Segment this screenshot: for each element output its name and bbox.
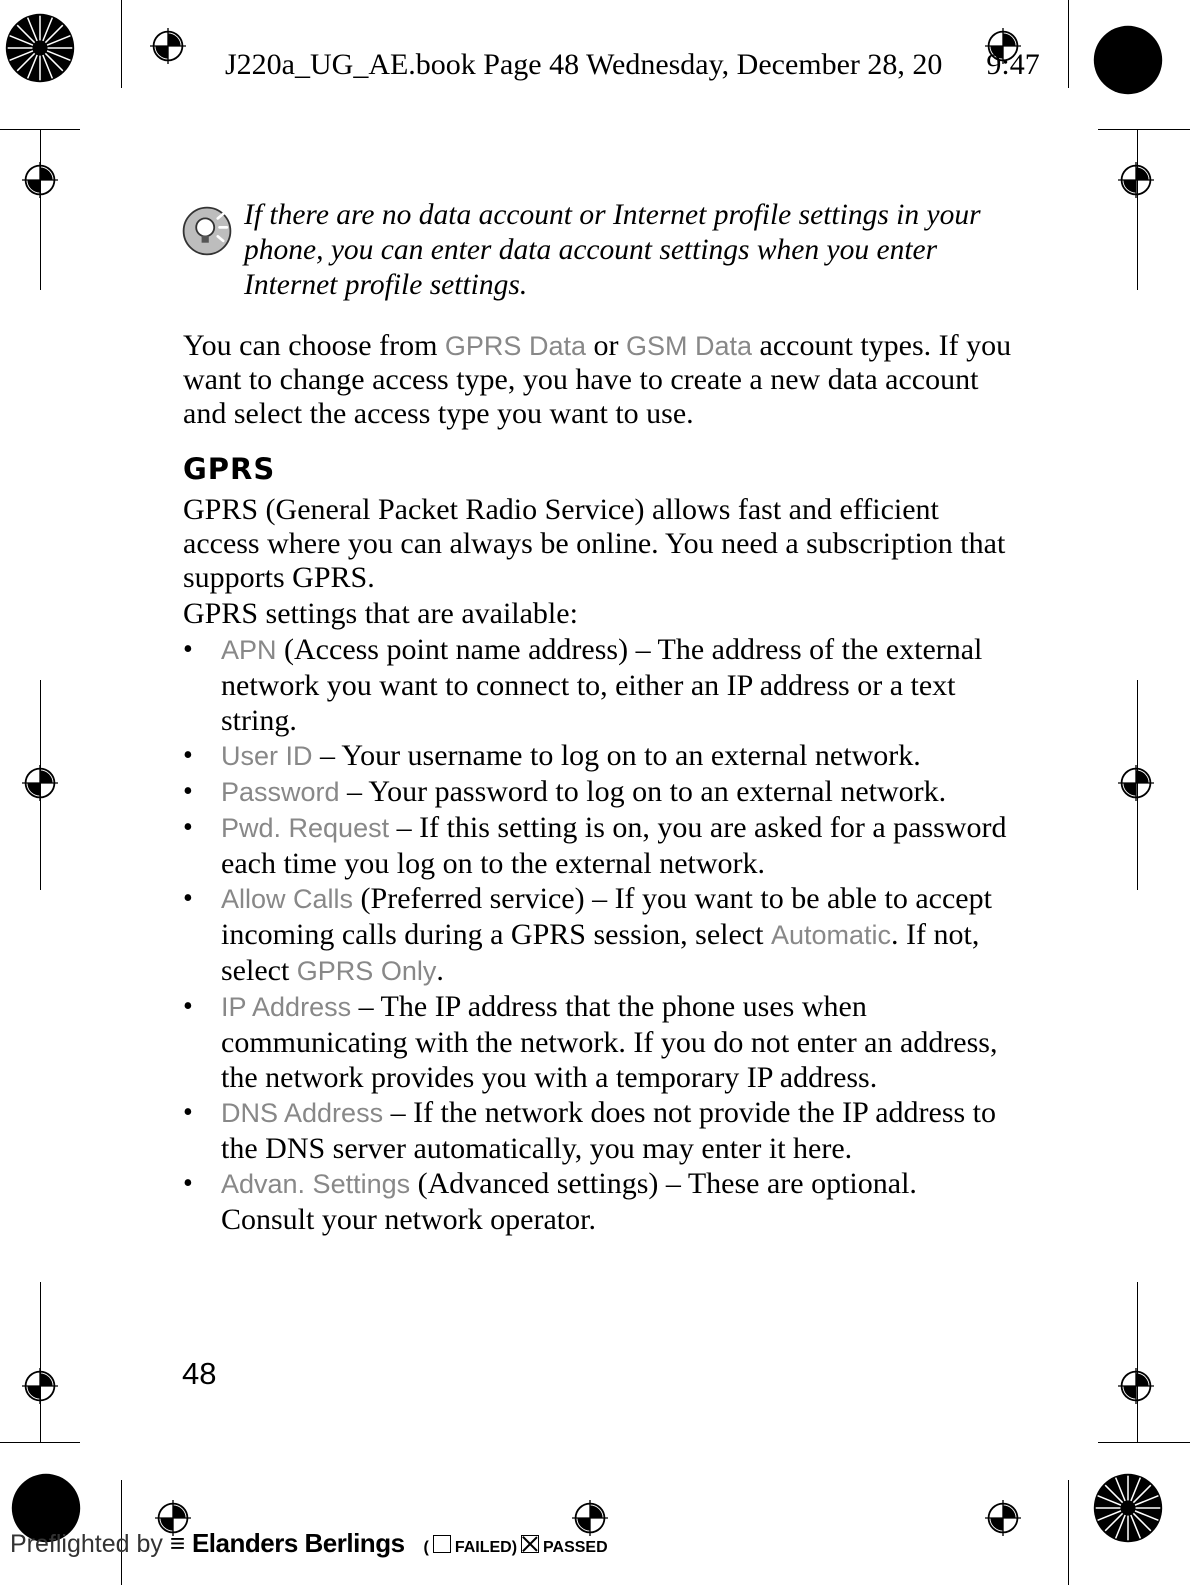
- menu-term: Automatic: [770, 920, 892, 950]
- intro-text: You can choose from: [183, 329, 445, 362]
- crop-line: [1137, 680, 1138, 890]
- passed-label: PASSED: [543, 1539, 608, 1556]
- crop-line: [121, 0, 122, 88]
- preflight-stamp: Preflighted by ≡ Elanders Berlings ( FAILED) PASSED: [10, 1528, 608, 1558]
- registration-mark-icon: [985, 1500, 1021, 1536]
- intro-text: or: [585, 329, 626, 362]
- registration-mark-icon: [1118, 162, 1154, 198]
- menu-term-gprs-data: GPRS Data: [444, 331, 586, 361]
- gprs-description: GPRS (General Packet Radio Service) allows fast and efficient access where you can always be online. You need a subscription that supports GPRS.: [183, 493, 1006, 594]
- menu-term: Allow Calls: [221, 884, 354, 914]
- item-text: .: [436, 954, 444, 987]
- item-text: . If not, select: [221, 918, 980, 987]
- preflight-prefix: Preflighted by: [10, 1530, 163, 1558]
- item-text: – The IP address that the phone uses when communicating with the network. If you do not enter an address, the network provides you with a temporary IP address.: [221, 990, 998, 1094]
- page-number: 48: [182, 1356, 217, 1391]
- running-header-text: J220a_UG_AE.book Page 48 Wednesday, December 28, 20: [225, 48, 943, 81]
- list-item: [183, 632, 1013, 738]
- tip-text: If there are no data account or Internet profile settings in your phone, you can enter data account settings when you enter Internet profile settings.: [244, 199, 981, 301]
- crop-line: [1098, 1442, 1190, 1443]
- menu-term: Advan. Settings: [221, 1169, 411, 1199]
- crop-line: [1068, 1480, 1069, 1585]
- section-heading: GPRS: [183, 452, 276, 486]
- item-text: – If this setting is on, you are asked for a password each time you log on to the external network.: [221, 811, 1007, 880]
- crop-line: [40, 680, 41, 890]
- list-item: [183, 774, 1013, 810]
- running-header-time: 9:47: [986, 48, 1040, 81]
- crop-line: [40, 1282, 41, 1442]
- menu-term: DNS Address: [221, 1098, 384, 1128]
- menu-term: Pwd. Request: [221, 813, 390, 843]
- list-item: [183, 1166, 1013, 1237]
- sunburst-mark-icon: [1090, 1470, 1166, 1546]
- running-header: [225, 48, 1040, 82]
- list-item: [183, 989, 1013, 1095]
- intro-text: account types. If you want to change access type, you have to create a new data account and select the access type you want to use.: [183, 329, 1012, 430]
- item-text: – Your username to log on to an external network.: [312, 739, 921, 772]
- tip-bulb-icon: [180, 204, 234, 258]
- gprs-settings-intro: GPRS settings that are available:: [183, 597, 578, 630]
- list-item: [183, 738, 1013, 774]
- solid-circle-mark-icon: [1090, 22, 1166, 98]
- failed-checkbox: [433, 1535, 451, 1553]
- menu-term: Password: [221, 777, 340, 807]
- gprs-settings-list: [183, 632, 1013, 1237]
- crop-line: [1137, 130, 1138, 290]
- item-text: (Preferred service) – If you want to be able to accept incoming calls during a GPRS session, select: [221, 882, 992, 951]
- item-text: – Your password to log on to an external network.: [339, 775, 947, 808]
- list-item: [183, 810, 1013, 881]
- registration-mark-icon: [150, 28, 186, 64]
- failed-label: FAILED: [454, 1539, 512, 1556]
- item-text: (Access point name address) – The address of the external network you want to connect to, either an IP address or a text string.: [221, 633, 983, 737]
- menu-term: IP Address: [221, 992, 352, 1022]
- registration-mark-icon: [1118, 765, 1154, 801]
- item-text: – If the network does not provide the IP address to the DNS server automatically, you may enter it here.: [221, 1096, 996, 1165]
- crop-line: [1068, 0, 1069, 88]
- passed-checkbox: [521, 1535, 539, 1553]
- menu-term: User ID: [221, 741, 313, 771]
- menu-term: GPRS Only: [296, 956, 437, 986]
- crop-line: [1098, 129, 1190, 130]
- item-text: (Advanced settings) – These are optional. Consult your network operator.: [221, 1167, 917, 1236]
- crop-line: [0, 1442, 80, 1443]
- crop-line: [1137, 1282, 1138, 1442]
- menu-term-gsm-data: GSM Data: [625, 331, 753, 361]
- list-item: [183, 1095, 1013, 1166]
- registration-mark-icon: [1118, 1368, 1154, 1404]
- sunburst-mark-icon: [2, 10, 78, 86]
- list-item: [183, 881, 1013, 989]
- intro-paragraph: [183, 329, 1013, 431]
- menu-term: APN: [221, 635, 277, 665]
- preflight-brand: Elanders Berlings: [191, 1528, 405, 1558]
- crop-line: [40, 130, 41, 290]
- preflight-logo-icon: ≡: [169, 1528, 185, 1558]
